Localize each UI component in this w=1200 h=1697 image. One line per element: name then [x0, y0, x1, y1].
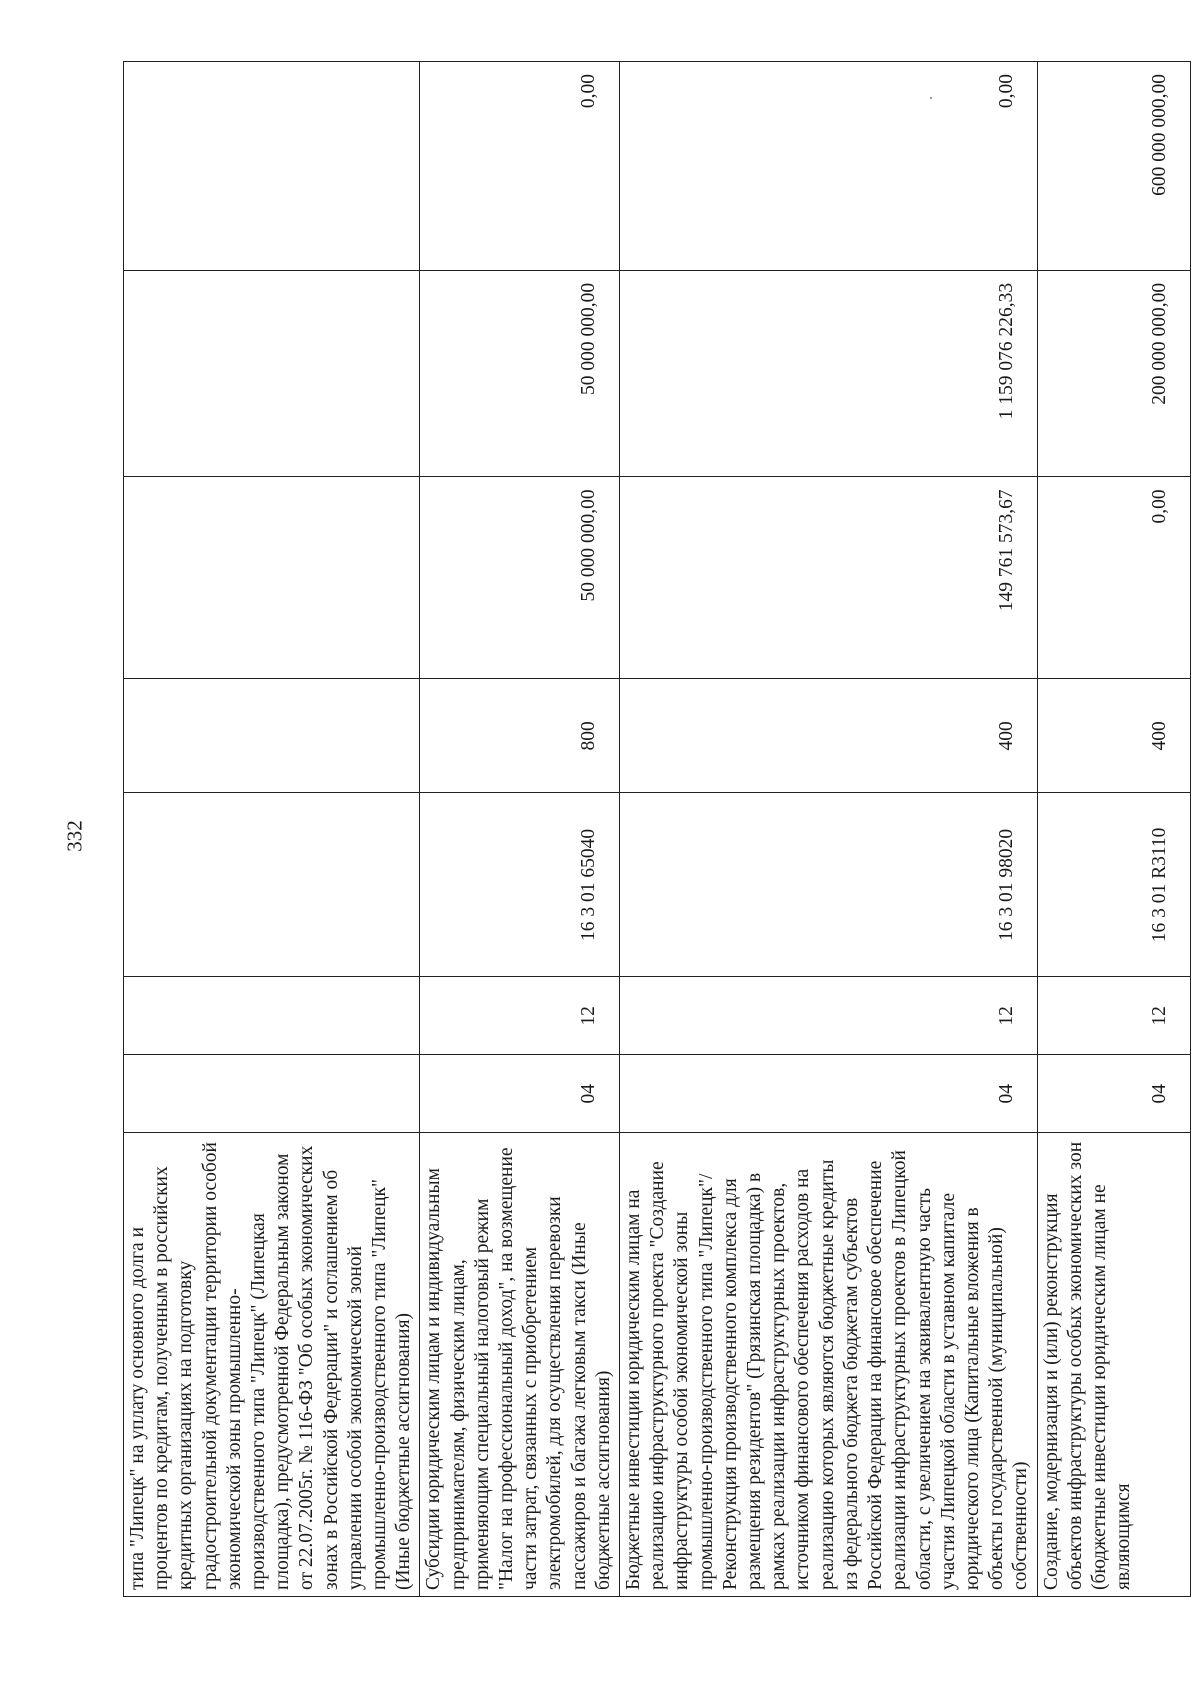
amount-year-1: 0,00 [1037, 477, 1190, 679]
amount-year-3: 600 000 000,00 [1037, 62, 1190, 271]
target-article-code: 16 3 01 R3110 [1037, 793, 1190, 977]
expense-type-code: 400 [620, 679, 1037, 793]
table-row [124, 62, 420, 1597]
expense-type-code [124, 679, 420, 793]
subsection-code [124, 977, 420, 1055]
rotated-budget-table-sheet [123, 61, 1170, 1597]
budget-allocation-table [123, 61, 1191, 1597]
amount-year-1: 149 761 573,67 [620, 477, 1037, 679]
subsection-code: 12 [1037, 977, 1190, 1055]
amount-year-3: 0,00 [420, 62, 620, 271]
amount-year-1: 50 000 000,00 [420, 477, 620, 679]
amount-year-1 [124, 477, 420, 679]
expense-type-code: 800 [420, 679, 620, 793]
section-code: 04 [620, 1055, 1037, 1133]
expense-type-code: 400 [1037, 679, 1190, 793]
amount-year-2 [124, 270, 420, 477]
subsection-code: 12 [620, 977, 1037, 1055]
row-description: Субсидии юридическим лицам и индивидуальным предпринимателям, физическим лицам, применяющим специальный налоговый режим "Налог на профессиональный доход", на возмещение части затрат, связанных с приобретением электромобилей, для осуществления перевозки пассажиров и багажа легковым такси (Иные бюджетные ассигнования) [420, 1133, 620, 1597]
target-article-code [124, 793, 420, 977]
page-number: 332 [62, 820, 87, 852]
target-article-code: 16 3 01 65040 [420, 793, 620, 977]
amount-year-3 [124, 62, 420, 271]
table-row [620, 62, 1037, 1597]
amount-year-2: 200 000 000,00 [1037, 270, 1190, 477]
section-code: 04 [420, 1055, 620, 1133]
amount-year-3: 0,00 [620, 62, 1037, 271]
table-row [1037, 62, 1190, 1597]
row-description: Создание, модернизация и (или) реконструкция объектов инфраструктуры особых экономических зон (бюджетные инвестиции юридическим лицам не являющимся [1037, 1133, 1190, 1597]
target-article-code: 16 3 01 98020 [620, 793, 1037, 977]
row-description: типа "Липецк" на уплату основного долга и процентов по кредитам, полученным в российских кредитных организациях на подготовку градостроительной документации территории особой экономической зоны промышленно-производственного типа "Липецк" (Липецкая площадка), предусмотренной Федеральным законом от 22.07.2005г. № 116-ФЗ "Об особых экономических зонах в Российской Федерации" и соглашением об управлении особой экономической зоной промышленно-производственного типа "Липецк" (Иные бюджетные ассигнования) [124, 1133, 420, 1597]
section-code [124, 1055, 420, 1133]
amount-year-2: 50 000 000,00 [420, 270, 620, 477]
row-description: Бюджетные инвестиции юридическим лицам на реализацию инфраструктурного проекта "Создание инфраструктуры особой экономической зоны промышленно-производственного типа "Липецк"/Реконструкция производственного комплекса для размещения резидентов" (Грязинская площадка) в рамках реализации инфраструктурных проектов, источником финансового обеспечения расходов на реализацию которых являются бюджетные кредиты из федерального бюджета бюджетам субъектов Российской Федерации на финансовое обеспечение реализации инфраструктурных проектов в Липецкой области, с увеличением на эквивалентную часть участия Липецкой области в уставном капитале юридического лица (Капитальные вложения в объекты государственной (муниципальной) собственности) [620, 1133, 1037, 1597]
section-code: 04 [1037, 1055, 1190, 1133]
table-row [420, 62, 620, 1597]
subsection-code: 12 [420, 977, 620, 1055]
amount-year-2: 1 159 076 226,33 [620, 270, 1037, 477]
